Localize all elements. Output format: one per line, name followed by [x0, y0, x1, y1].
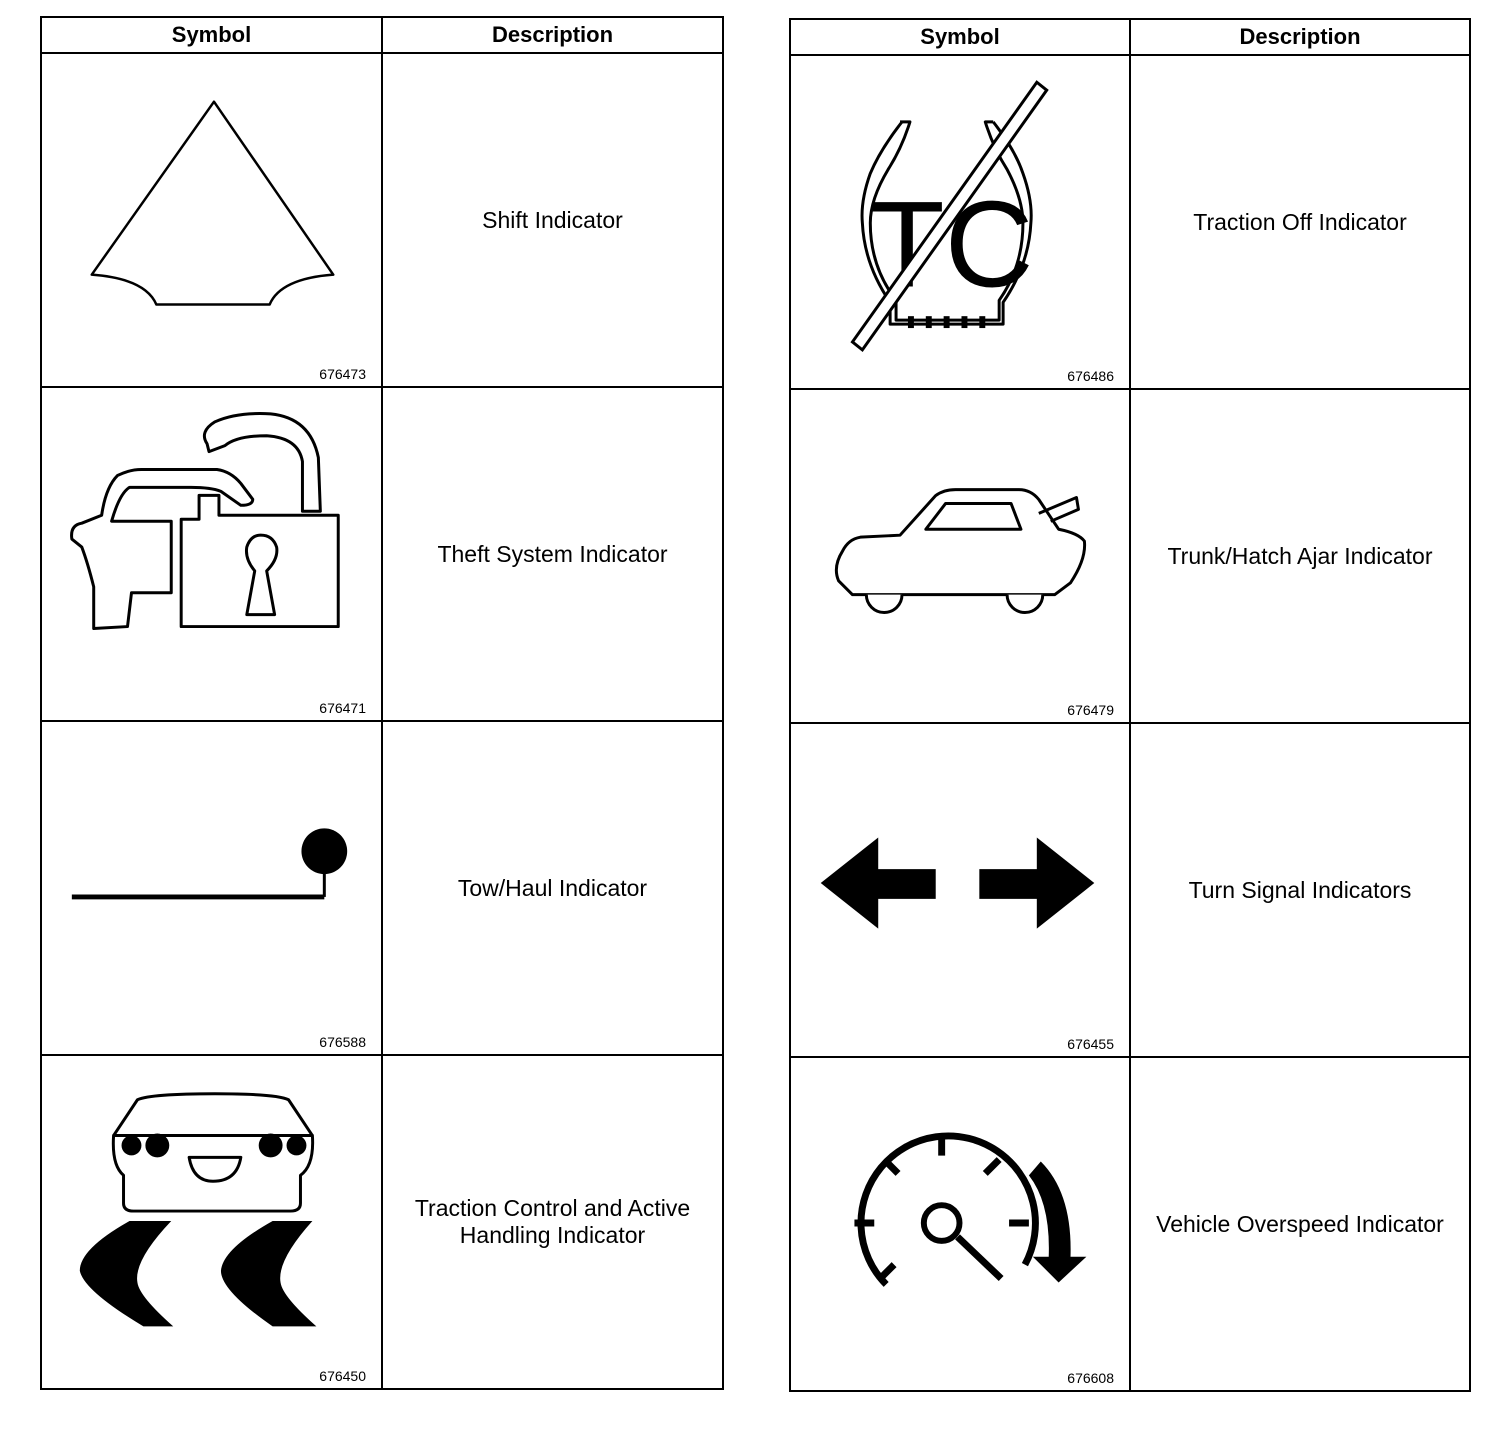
table-row: [41, 387, 723, 721]
figure-code: 676479: [1067, 702, 1114, 718]
shift-indicator-icon: [42, 54, 381, 386]
symbol-cell: [41, 1055, 382, 1389]
table-row: [790, 723, 1470, 1057]
table-row: [790, 55, 1470, 389]
trunk-hatch-ajar-icon: [791, 390, 1129, 722]
turn-signal-icon: [791, 724, 1129, 1056]
description-cell: Shift Indicator: [382, 53, 723, 387]
figure-code: 676473: [319, 366, 366, 382]
tow-haul-icon: [42, 722, 381, 1054]
symbol-cell: [790, 55, 1130, 389]
svg-text:TC: TC: [869, 176, 1034, 314]
symbol-cell: [41, 721, 382, 1055]
theft-system-icon: [42, 388, 381, 720]
symbol-cell: [790, 389, 1130, 723]
table-row: [790, 389, 1470, 723]
figure-code: 676486: [1067, 368, 1114, 384]
figure-code: 676455: [1067, 1036, 1114, 1052]
figure-code: 676608: [1067, 1370, 1114, 1386]
description-header: Description: [382, 17, 723, 53]
description-cell: Traction Control and Active Handling Indicator: [382, 1055, 723, 1389]
description-cell: Turn Signal Indicators: [1130, 723, 1470, 1057]
indicator-table-left: [40, 16, 724, 1390]
right-arrow-icon: [979, 837, 1094, 928]
vehicle-overspeed-icon: [791, 1058, 1129, 1390]
description-cell: Trunk/Hatch Ajar Indicator: [1130, 389, 1470, 723]
left-arrow-icon: [821, 837, 936, 928]
description-cell: Tow/Haul Indicator: [382, 721, 723, 1055]
symbol-cell: [790, 723, 1130, 1057]
symbol-header: Symbol: [41, 17, 382, 53]
symbol-cell: [41, 53, 382, 387]
description-cell: Traction Off Indicator: [1130, 55, 1470, 389]
table-row: [41, 1055, 723, 1389]
figure-code: 676471: [319, 700, 366, 716]
table-header-row: [41, 17, 723, 53]
figure-code: 676450: [319, 1368, 366, 1384]
table-header-row: [790, 19, 1470, 55]
traction-control-active-handling-icon: [42, 1056, 381, 1388]
table-row: [41, 721, 723, 1055]
symbol-cell: [790, 1057, 1130, 1391]
table-row: [790, 1057, 1470, 1391]
figure-code: 676588: [319, 1034, 366, 1050]
symbol-header: Symbol: [790, 19, 1130, 55]
description-header: Description: [1130, 19, 1470, 55]
table-row: [41, 53, 723, 387]
symbol-cell: [41, 387, 382, 721]
traction-off-icon: [791, 56, 1129, 388]
description-cell: Vehicle Overspeed Indicator: [1130, 1057, 1470, 1391]
description-cell: Theft System Indicator: [382, 387, 723, 721]
indicator-table-right: [789, 18, 1471, 1392]
